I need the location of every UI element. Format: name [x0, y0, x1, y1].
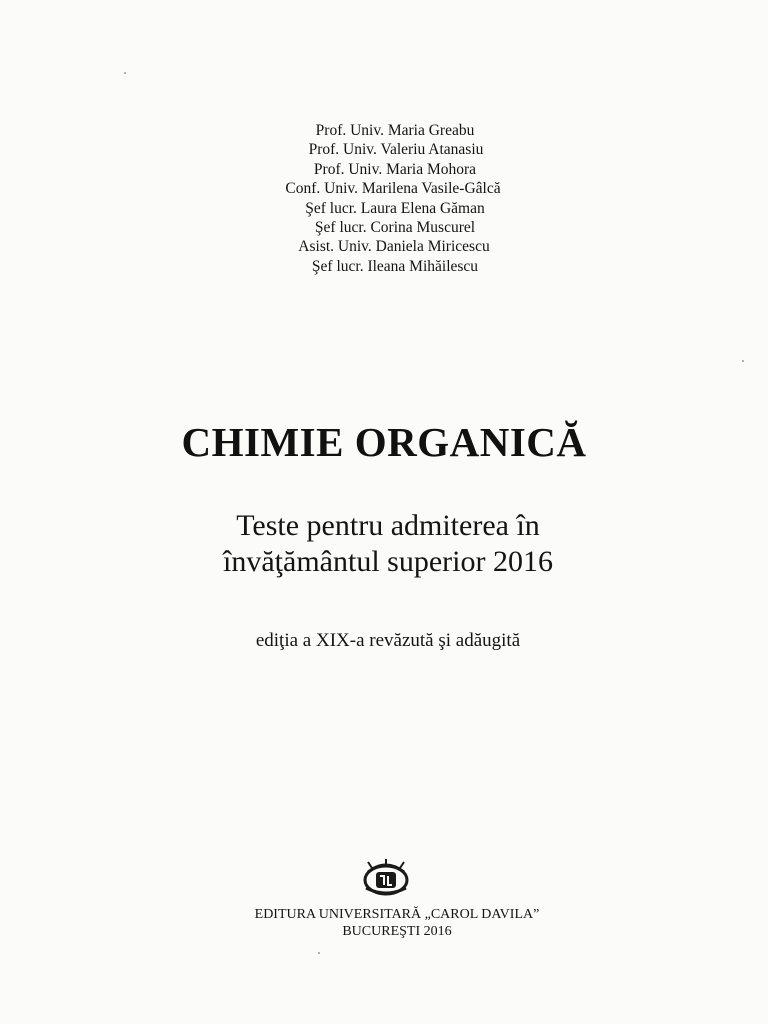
book-title: CHIMIE ORGANICĂ: [181, 419, 587, 465]
author-name: Şef lucr. Corina Muscurel: [314, 219, 476, 237]
subtitle-line: Teste pentru admiterea în: [236, 509, 540, 542]
author-name: Şef lucr. Laura Elena Găman: [305, 199, 485, 217]
author-name: Asist. Univ. Daniela Miricescu: [298, 238, 490, 256]
subtitle-line: învăţământul superior 2016: [223, 545, 553, 578]
book-subtitle: [0, 508, 768, 580]
publisher-name: EDITURA UNIVERSITARĂ „CAROL DAVILA”: [254, 907, 540, 922]
scan-speck: [124, 72, 126, 74]
edition-note: ediţia a XIX-a revăzută şi adăugită: [255, 630, 521, 651]
publisher-city-year: BUCUREŞTI 2016: [342, 924, 452, 939]
publisher-info: [0, 906, 768, 940]
publisher-emblem-icon: [362, 858, 410, 896]
scan-speck: [318, 952, 320, 954]
author-name: Prof. Univ. Valeriu Atanasiu: [308, 141, 484, 159]
author-name: Şef lucr. Ileana Mihăilescu: [311, 257, 479, 275]
author-name: Prof. Univ. Maria Mohora: [313, 160, 477, 178]
scan-speck: [742, 360, 744, 362]
author-name: Prof. Univ. Maria Greabu: [315, 122, 475, 139]
author-name: Conf. Univ. Marilena Vasile-Gâlcă: [285, 180, 501, 198]
author-list: [0, 121, 768, 276]
